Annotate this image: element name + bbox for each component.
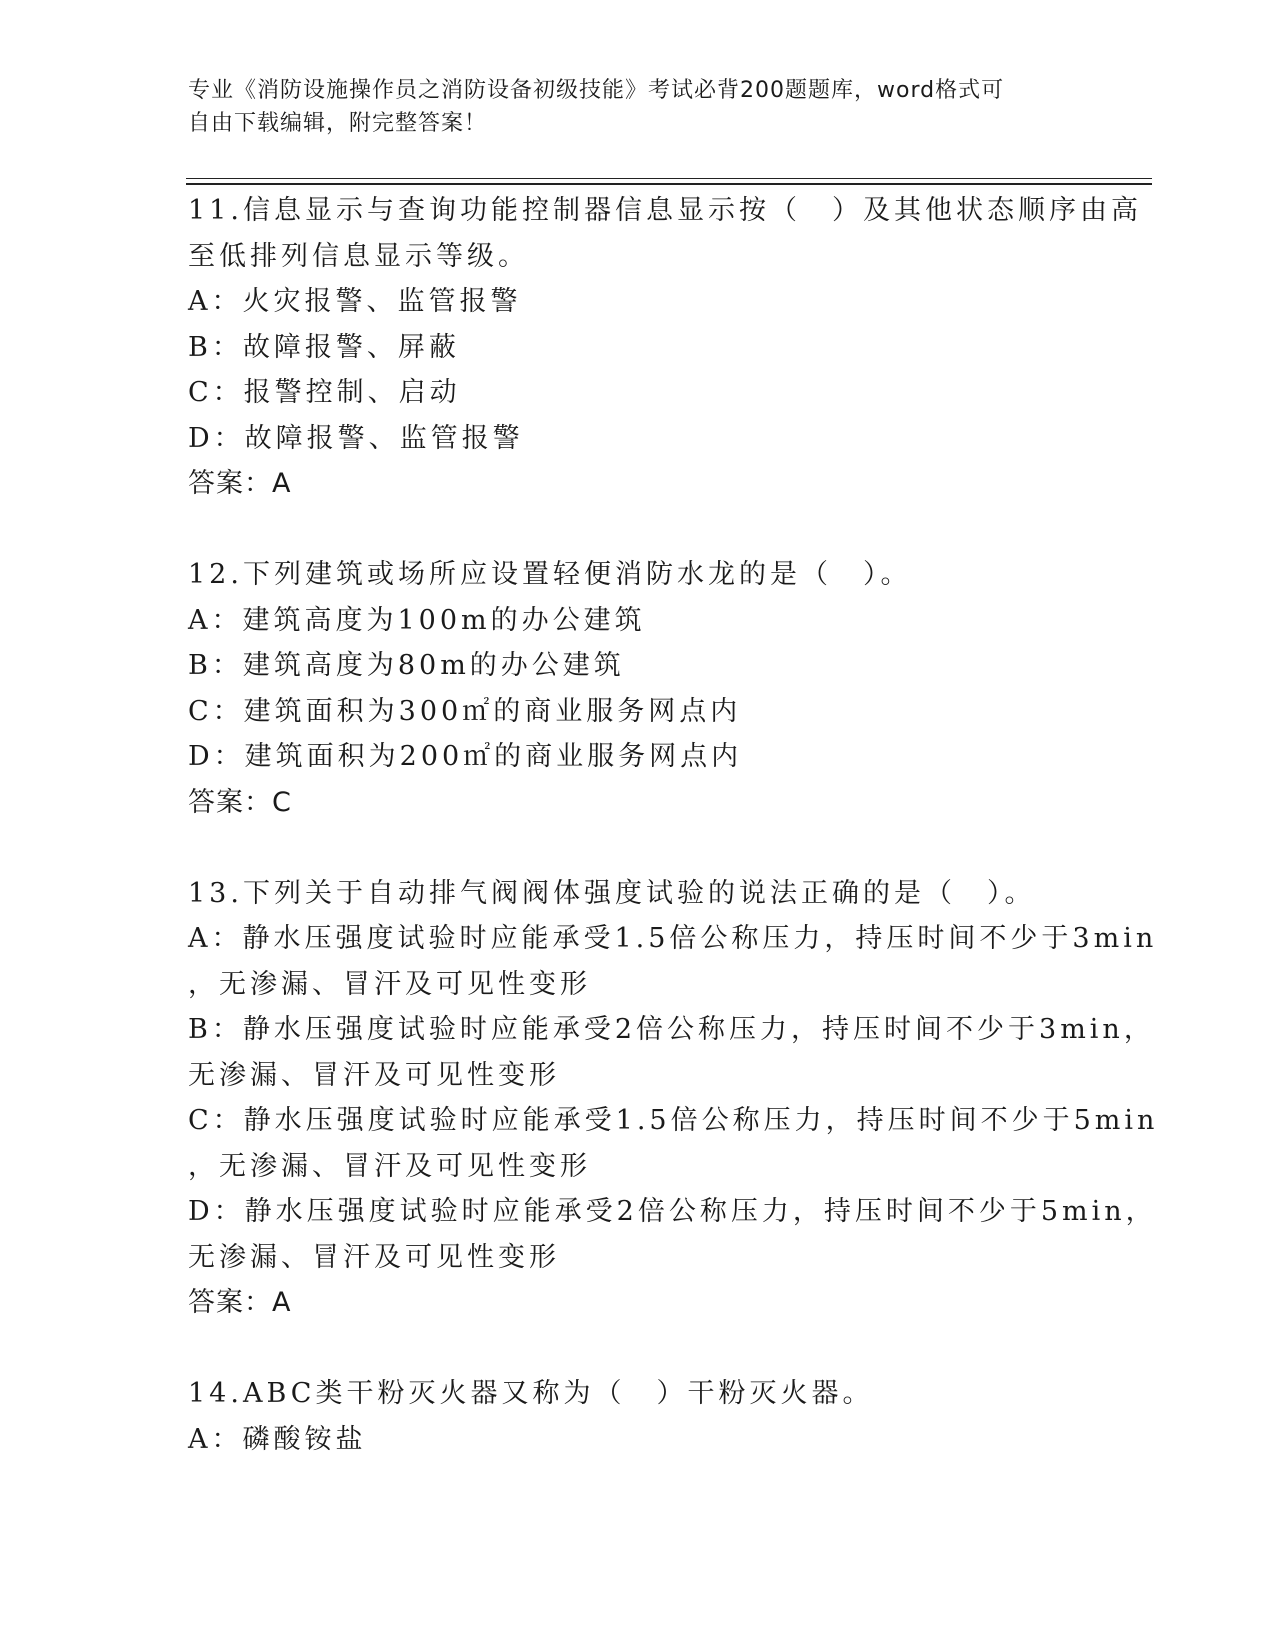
question-14-stem: 14.ABC类干粉灭火器又称为（ ）干粉灭火器。 <box>188 1378 874 1409</box>
question-13 <box>188 871 1159 1326</box>
header-divider-thick <box>186 183 1152 185</box>
question-list <box>188 188 1159 1462</box>
question-12-option-a: A：建筑高度为100m的办公建筑 <box>188 604 646 636</box>
question-13-option-a-line-2: ，无渗漏、冒汗及可见性变形 <box>188 968 591 1000</box>
header-line-1: 专业《消防设施操作员之消防设备初级技能》考试必背200题题库，word格式可 <box>188 78 1005 103</box>
question-13-answer: 答案：A <box>188 1287 292 1318</box>
question-13-option-a-line-1: A：静水压强度试验时应能承受1.5倍公称压力，持压时间不少于3min <box>188 923 1158 954</box>
question-12-option-d: D：建筑面积为200㎡的商业服务网点内 <box>188 741 743 772</box>
document-header <box>188 74 1068 140</box>
question-13-option-d-line-2: 无渗漏、冒汗及可见性变形 <box>188 1241 560 1273</box>
question-11-answer: 答案：A <box>188 468 292 499</box>
question-13-stem: 13.下列关于自动排气阀阀体强度试验的说法正确的是（ ）。 <box>188 877 1036 909</box>
question-11-stem-line-2: 至低排列信息显示等级。 <box>188 240 529 272</box>
header-divider-thin <box>186 178 1152 179</box>
question-11-option-b: B：故障报警、屏蔽 <box>188 331 460 363</box>
question-11 <box>188 188 1142 507</box>
question-11-option-a: A：火灾报警、监管报警 <box>188 286 522 317</box>
question-12-stem: 12.下列建筑或场所应设置轻便消防水龙的是（ ）。 <box>188 559 912 590</box>
spacer <box>188 1326 1088 1372</box>
question-12-answer: 答案：C <box>188 786 292 818</box>
question-13-option-c-line-1: C：静水压强度试验时应能承受1.5倍公称压力，持压时间不少于5min <box>188 1105 1159 1136</box>
question-11-option-d: D：故障报警、监管报警 <box>188 422 524 454</box>
header-line-2: 自由下载编辑，附完整答案！ <box>188 111 488 136</box>
question-14-option-a: A：磷酸铵盐 <box>188 1423 367 1455</box>
question-11-stem-line-1: 11.信息显示与查询功能控制器信息显示按（ ）及其他状态顺序由高 <box>188 195 1142 226</box>
question-14 <box>188 1371 1088 1462</box>
question-13-option-d-line-1: D：静水压强度试验时应能承受2倍公称压力，持压时间不少于5min， <box>188 1196 1157 1227</box>
question-12 <box>188 552 1088 825</box>
question-12-option-c: C：建筑面积为300㎡的商业服务网点内 <box>188 695 742 727</box>
spacer <box>188 825 1088 871</box>
question-11-option-c: C：报警控制、启动 <box>188 377 461 408</box>
question-12-option-b: B：建筑高度为80m的办公建筑 <box>188 650 625 681</box>
question-13-option-b-line-1: B：静水压强度试验时应能承受2倍公称压力，持压时间不少于3min， <box>188 1014 1155 1045</box>
question-13-option-b-line-2: 无渗漏、冒汗及可见性变形 <box>188 1059 560 1091</box>
question-13-option-c-line-2: ，无渗漏、冒汗及可见性变形 <box>188 1150 591 1182</box>
spacer <box>188 507 1088 553</box>
